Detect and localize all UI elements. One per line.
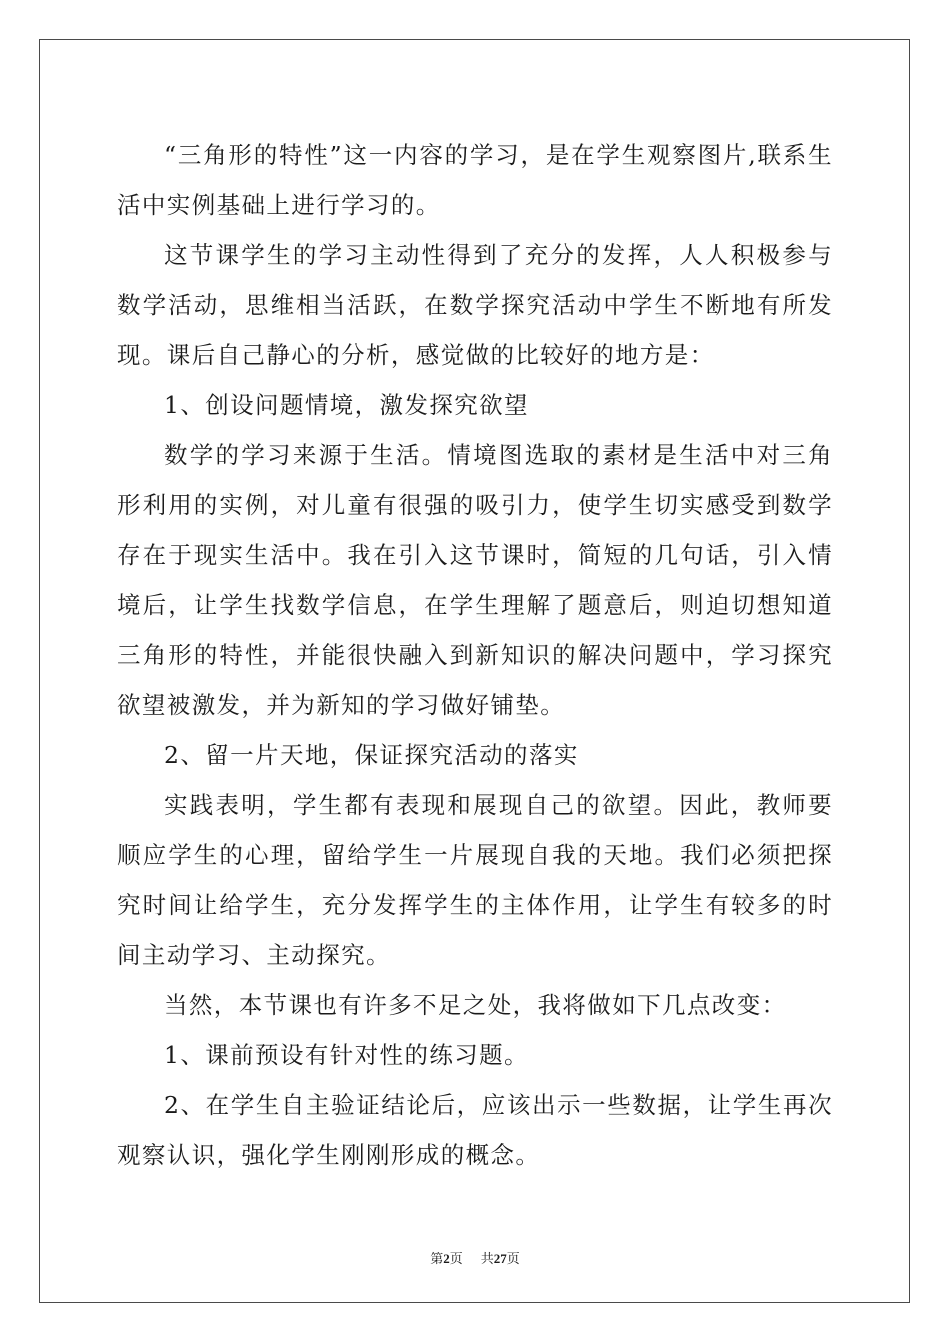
paragraph: “三角形的特性”这一内容的学习，是在学生观察图片,联系生活中实例基础上进行学习的。 <box>117 141 833 219</box>
list-item: 2、在学生自主验证结论后，应该出示一些数据，让学生再次观察认识，强化学生刚刚形成的概念。 <box>117 1091 833 1169</box>
page-suffix: 页 <box>449 1252 463 1267</box>
paragraph: 数学的学习来源于生活。情境图选取的素材是生活中对三角形利用的实例，对儿童有很强的吸引力，使学生切实感受到数学存在于现实生活中。我在引入这节课时，简短的几句话，引入情境后，让学生找数学信息，在学生理解了题意后，则迫切想知道三角形的特性，并能很快融入到新知识的解决问题中，学习探究欲望被激发，并为新知的学习做好铺垫。 <box>117 441 833 719</box>
section-heading: 1、创设问题情境，激发探究欲望 <box>164 391 529 419</box>
paragraph: 当然，本节课也有许多不足之处，我将做如下几点改变： <box>164 991 787 1019</box>
page-footer <box>0 1248 950 1267</box>
paragraph: 这节课学生的学习主动性得到了充分的发挥，人人积极参与数学活动，思维相当活跃，在数学探究活动中学生不断地有所发现。课后自己静心的分析，感觉做的比较好的地方是： <box>117 241 833 369</box>
total-suffix: 页 <box>506 1252 520 1267</box>
section-heading: 2、留一片天地，保证探究活动的落实 <box>164 741 579 769</box>
paragraph: 实践表明，学生都有表现和展现自己的欲望。因此，教师要顺应学生的心理，留给学生一片展现自我的天地。我们必须把探究时间让给学生，充分发挥学生的主体作用，让学生有较多的时间主动学习、主动探究。 <box>117 791 833 969</box>
page-number: 2 <box>443 1251 450 1266</box>
page-prefix: 第 <box>430 1252 444 1267</box>
total-prefix: 共 <box>480 1252 494 1267</box>
total-pages: 27 <box>493 1251 507 1266</box>
document-body <box>117 130 833 1180</box>
list-item: 1、课前预设有针对性的练习题。 <box>164 1041 529 1069</box>
